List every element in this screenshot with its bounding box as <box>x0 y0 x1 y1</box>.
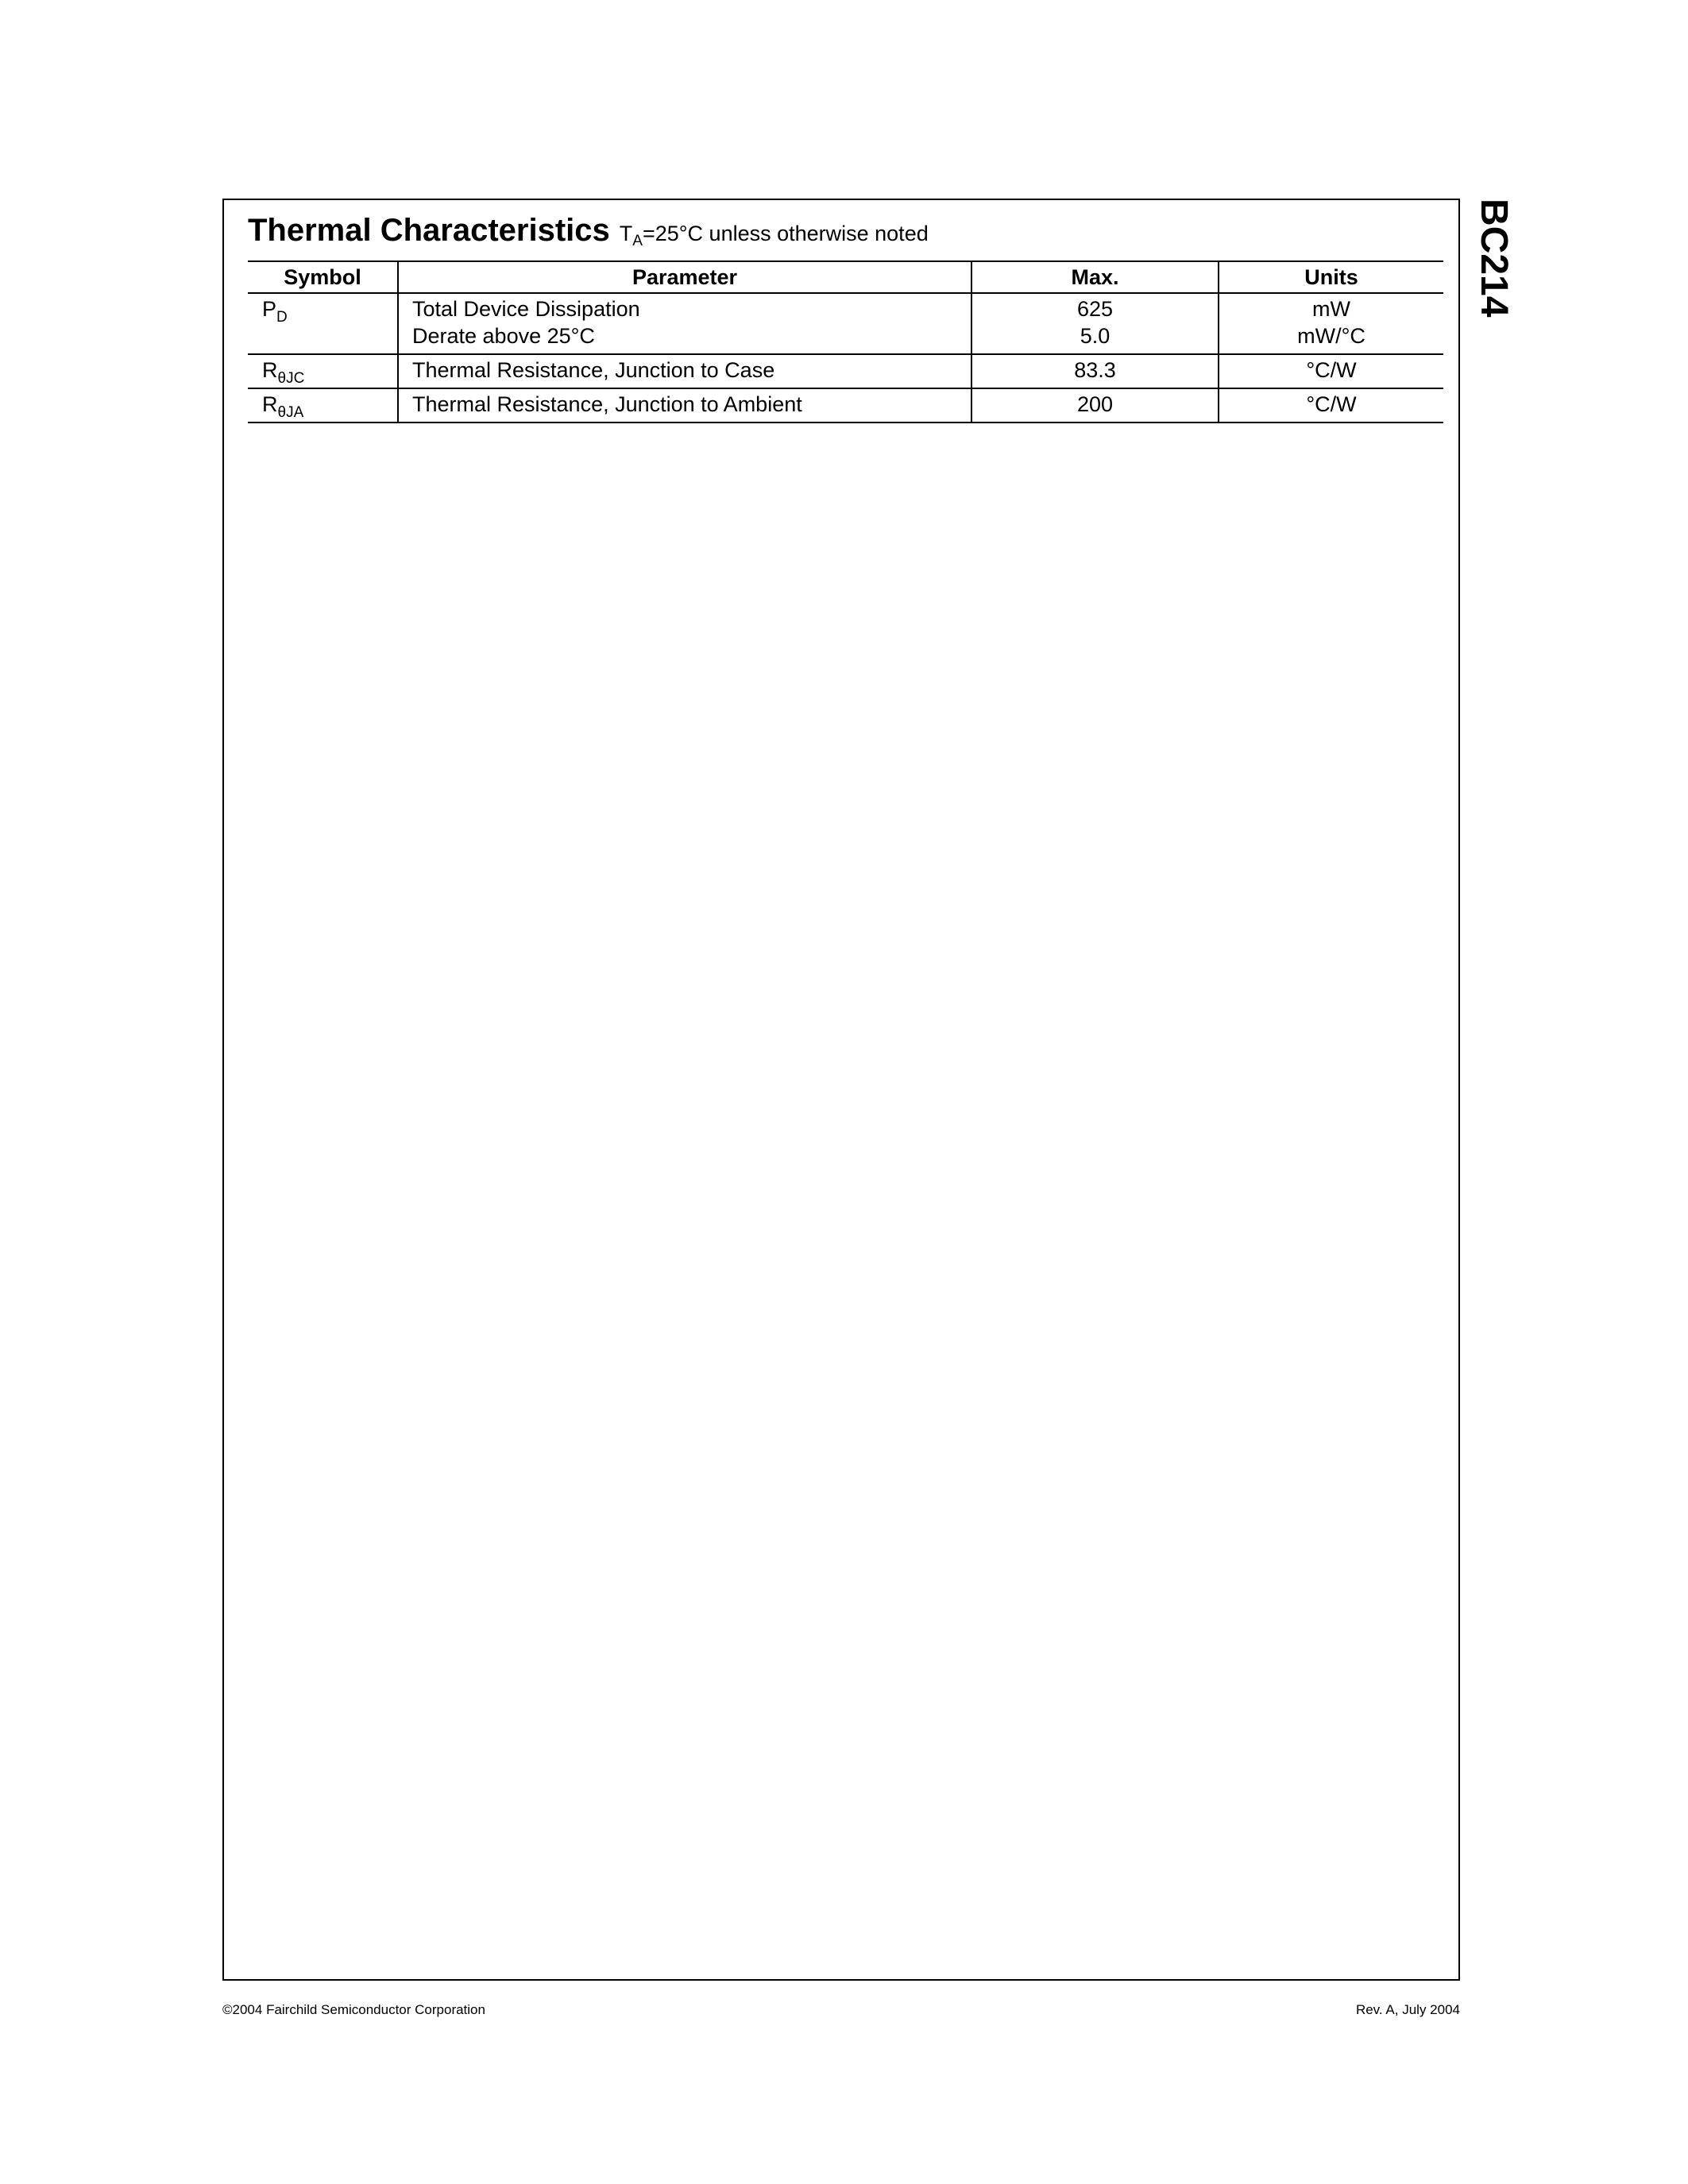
section-title: Thermal Characteristics <box>248 213 610 248</box>
table-header-row <box>248 261 1443 293</box>
section-heading <box>248 213 929 260</box>
table-row <box>248 293 1443 354</box>
parameter-line: Total Device Dissipation <box>412 297 640 321</box>
header-max: Max. <box>971 261 1219 293</box>
section-condition <box>620 222 929 250</box>
cell-units <box>1219 354 1443 388</box>
cell-units <box>1219 293 1443 354</box>
footer-copyright: ©2004 Fairchild Semiconductor Corporation <box>222 2002 485 2017</box>
parameter-line: Thermal Resistance, Junction to Ambient <box>412 392 802 416</box>
cell-max <box>971 354 1219 388</box>
cell-parameter <box>398 388 971 423</box>
cell-symbol <box>248 354 398 388</box>
cell-symbol <box>248 293 398 354</box>
max-value: 625 <box>1076 297 1114 321</box>
condition-suffix: =25°C unless otherwise noted <box>642 222 929 245</box>
cell-parameter <box>398 354 971 388</box>
table-row <box>248 354 1443 388</box>
max-value: 200 <box>1076 392 1114 416</box>
cell-units <box>1219 388 1443 423</box>
thermal-characteristics-table <box>248 260 1443 423</box>
condition-subscript: A <box>632 233 643 249</box>
header-symbol: Symbol <box>248 261 398 293</box>
cell-max <box>971 388 1219 423</box>
symbol-subscript: D <box>276 309 288 326</box>
symbol-main: R <box>262 392 278 416</box>
parameter-line: Thermal Resistance, Junction to Case <box>412 358 775 382</box>
parameter-line: Derate above 25°C <box>412 324 595 348</box>
max-value: 5.0 <box>1080 324 1111 348</box>
max-value: 83.3 <box>1074 358 1116 382</box>
table-row <box>248 388 1443 423</box>
header-parameter: Parameter <box>398 261 971 293</box>
side-part-number-text: BC214 <box>1473 199 1515 318</box>
unit-value: mW <box>1312 297 1350 321</box>
cell-max <box>971 293 1219 354</box>
cell-parameter <box>398 293 971 354</box>
unit-value: °C/W <box>1306 358 1357 382</box>
symbol-main: P <box>262 297 277 321</box>
cell-symbol <box>248 388 398 423</box>
condition-prefix: T <box>619 222 633 245</box>
unit-value: mW/°C <box>1297 324 1365 348</box>
header-units: Units <box>1219 261 1443 293</box>
symbol-subscript: θJC <box>277 370 305 387</box>
side-part-number <box>1473 199 1524 326</box>
symbol-subscript: θJA <box>277 404 304 421</box>
footer-revision: Rev. A, July 2004 <box>1355 2002 1460 2017</box>
unit-value: °C/W <box>1306 392 1357 416</box>
symbol-main: R <box>262 358 278 382</box>
page-frame <box>222 199 1460 1981</box>
